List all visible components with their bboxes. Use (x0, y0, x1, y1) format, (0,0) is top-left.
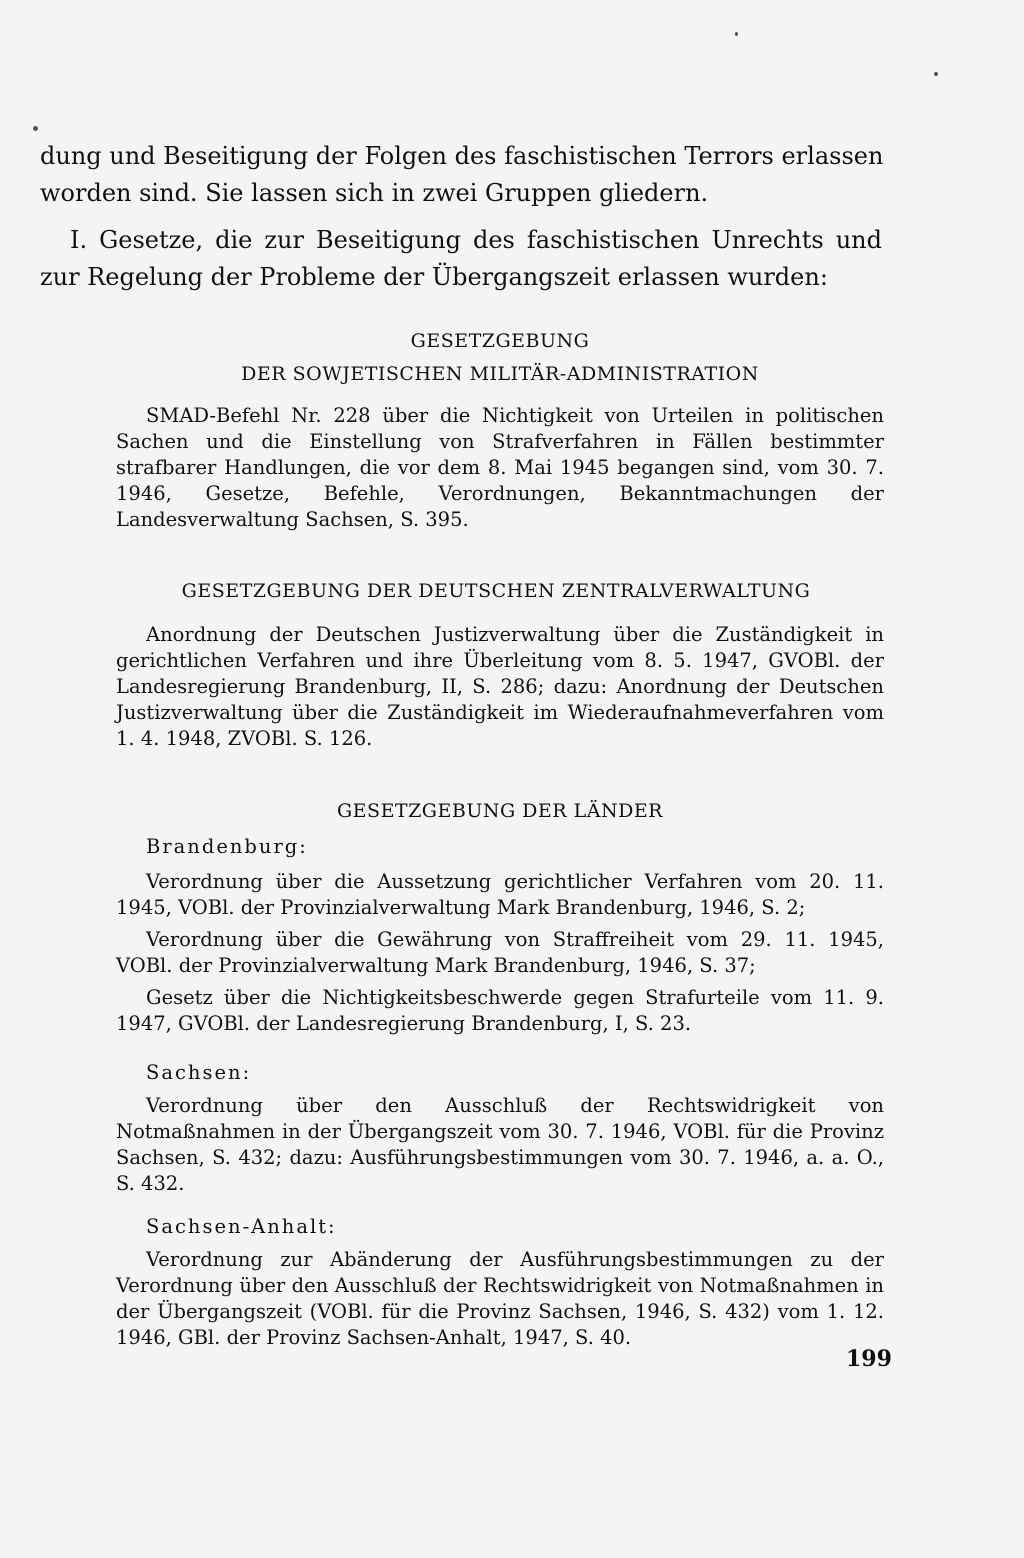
group-one-paragraph: I. Gesetze, die zur Beseitigung des faschistischen Unrechts und zur Regelung der Probleme der Übergangszeit erlassen wurden: (40, 226, 882, 291)
brandenburg-item: Verordnung über die Aussetzung gerichtlicher Verfahren vom 20. 11. 1945, VOBl. der Provinzialverwaltung Mark Brandenburg, 1946, S. 2; (116, 870, 884, 919)
sachsen-anhalt-paragraph: Verordnung zur Abänderung der Ausführungsbestimmungen zu der Verordnung über den Ausschluß der Rechtswidrigkeit von Notmaßnahmen in der Übergangszeit (VOBl. für die Provinz Sachsen, 1946, S. 432) vom 1. 12. 1946, GBl. der Provinz Sachsen-Anhalt, 1947, S. 40. (116, 1248, 884, 1349)
intro-line-2: worden sind. Sie lassen sich in zwei Gruppen gliedern. (40, 179, 709, 207)
sachsen-label: Sachsen: (146, 1061, 252, 1084)
sachsen-paragraph: Verordnung über den Ausschluß der Rechtswidrigkeit von Notmaßnahmen in der Übergangszeit vom 30. 7. 1946, VOBl. für die Provinz Sachsen, S. 432; dazu: Ausführungsbestimmungen vom 30. 7. 1946, a. a. O., S. 432. (116, 1094, 884, 1195)
scan-speck (735, 32, 738, 36)
brandenburg-label: Brandenburg: (146, 835, 308, 858)
smad-heading-line-2: DER SOWJETISCHEN MILITÄR-ADMINISTRATION (241, 363, 759, 385)
sachsen-anhalt-label: Sachsen-Anhalt: (146, 1215, 337, 1238)
brandenburg-item: Verordnung über die Gewährung von Straffreiheit vom 29. 11. 1945, VOBl. der Provinzialverwaltung Mark Brandenburg, 1946, S. 37; (116, 928, 884, 977)
zentral-paragraph: Anordnung der Deutschen Justizverwaltung über die Zuständigkeit in gerichtlichen Verfahren und ihre Überleitung vom 8. 5. 1947, GVOBl. der Landesregierung Brandenburg, II, S. 286; dazu: Anordnung der Deutschen Justizverwaltung über die Zuständigkeit im Wiederaufnahmeverfahren vom 1. 4. 1948, ZVOBl. S. 126. (116, 623, 884, 750)
scan-speck (934, 72, 938, 76)
zentral-heading: GESETZGEBUNG DER DEUTSCHEN ZENTRALVERWALTUNG (181, 580, 811, 602)
brandenburg-item: Gesetz über die Nichtigkeitsbeschwerde gegen Strafurteile vom 11. 9. 1947, GVOBl. der Landesregierung Brandenburg, I, S. 23. (116, 986, 884, 1035)
laender-heading: GESETZGEBUNG DER LÄNDER (337, 800, 663, 822)
smad-paragraph: SMAD-Befehl Nr. 228 über die Nichtigkeit von Urteilen in politischen Sachen und die Einstellung von Strafverfahren in Fällen bestimmter strafbarer Handlungen, die vor dem 8. Mai 1945 begangen sind, vom 30. 7. 1946, Gesetze, Befehle, Verordnungen, Bekanntmachungen der Landesverwaltung Sachsen, S. 395. (116, 404, 884, 531)
intro-line-1: dung und Beseitigung der Folgen des faschistischen Terrors erlassen (40, 142, 884, 170)
page-number: 199 (846, 1346, 892, 1372)
scan-speck (33, 126, 38, 131)
smad-heading-line-1: GESETZGEBUNG (410, 330, 590, 352)
